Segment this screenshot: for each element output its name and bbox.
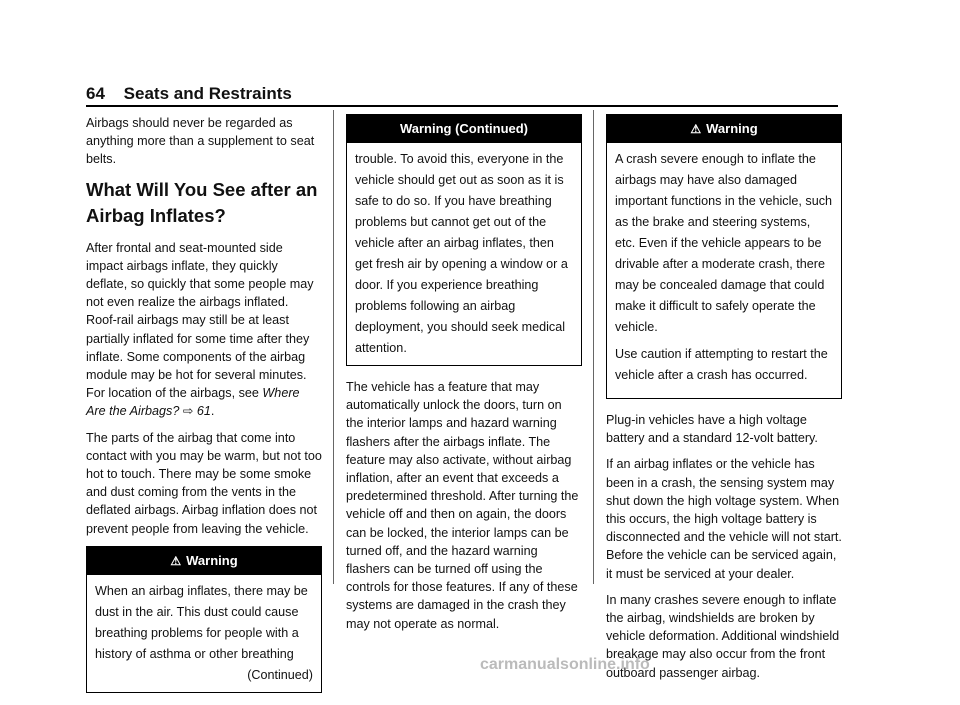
column-1 (86, 114, 322, 705)
warning-box (606, 114, 842, 399)
paragraph: Plug-in vehicles have a high voltage battery and a standard 12-volt battery. (606, 413, 818, 446)
cross-reference-link[interactable]: Where Are the Airbags? (86, 386, 300, 419)
warning-triangle-icon: ⚠ (170, 553, 182, 568)
page-header (86, 84, 292, 104)
column-divider (333, 110, 334, 584)
warning-header: ⚠ Warning (87, 547, 321, 575)
continued-label: (Continued) (247, 667, 313, 682)
paragraph: In many crashes severe enough to inflate the airbag, windshields are broken by vehicle deformation. Additional windshield breakage may also occur from the front outboard passenger airbag. (606, 592, 840, 680)
warning-triangle-icon: ⚠ (690, 122, 702, 136)
section-title: Seats and Restraints (123, 84, 292, 103)
watermark: carmanualsonline.info (480, 656, 650, 673)
column-2 (346, 114, 582, 641)
warning-body: A crash severe enough to inflate the airbags may have also damaged important functions in the vehicle, such as the brake and steering systems, etc. Even if the vehicle appears to be drivable after a moderate crash, there may be concealed damage that could make it difficult to safely operate the vehicle. Use caution if attempting to restart the vehicle after a crash has occurred. (615, 152, 833, 382)
warning-body: trouble. To avoid this, everyone in the vehicle should get out as soon as it is safe to do so. If you have breathing problems but cannot get out of the vehicle after an airbag inflates, then get fresh air by opening a window or a door. If you experience breathing problems following an airbag deployment, you should seek medical attention. (355, 152, 568, 355)
warning-header: ⚠ Warning (607, 115, 841, 143)
warning-box (346, 114, 582, 366)
page-number: 64 (86, 84, 105, 103)
column-divider (593, 110, 594, 584)
page-ref-icon: ⇨ (182, 404, 194, 419)
paragraph: The vehicle has a feature that may automatically unlock the doors, turn on the interior lamps and hazard warning flashers after the airbags inflate. The feature may also activate, without airbag inflation, after an event that exceeds a predetermined threshold. After turning the vehicle off and then on again, the doors can be locked, the interior lamps can be turned off, and the hazard warning flashers can be turned off using the controls for those features. If any of these systems are damaged in the crash they may not operate as normal. (346, 380, 579, 631)
warning-body: When an airbag inflates, there may be dust in the air. This dust could cause breathing problems for people with a history of asthma or other breathing (Continued) (87, 575, 321, 692)
warning-header: Warning (Continued) (347, 115, 581, 143)
paragraph: If an airbag inflates or the vehicle has been in a crash, the sensing system may shut down the high voltage system. When this occurs, the high voltage battery is disconnected and the vehicle will not start. Before the vehicle can be serviced again, it must be serviced at your dealer. (606, 457, 842, 581)
column-3 (606, 114, 842, 690)
section-heading: What Will You See after an Airbag Inflates? (86, 178, 318, 226)
warning-box (86, 546, 322, 693)
header-rule (86, 105, 838, 107)
paragraph: After frontal and seat-mounted side impact airbags inflate, they quickly deflate, so quickly that some people may not even realize the airbags inflated. Roof-rail airbags may still be at least partially inflated for some time after they inflate. Some components of the airbag module may be hot for several minutes. For location of the airbags, see Where Are the Airbags? ⇨ 61. (86, 240, 314, 419)
paragraph: Airbags should never be regarded as anything more than a supplement to seat belts. (86, 116, 315, 167)
page-reference[interactable]: 61 (196, 404, 211, 419)
paragraph: The parts of the airbag that come into contact with you may be warm, but not too hot to touch. There may be some smoke and dust coming from the vents in the deflated airbags. Airbag inflation does not prevent people from leaving the vehicle. (86, 430, 322, 536)
